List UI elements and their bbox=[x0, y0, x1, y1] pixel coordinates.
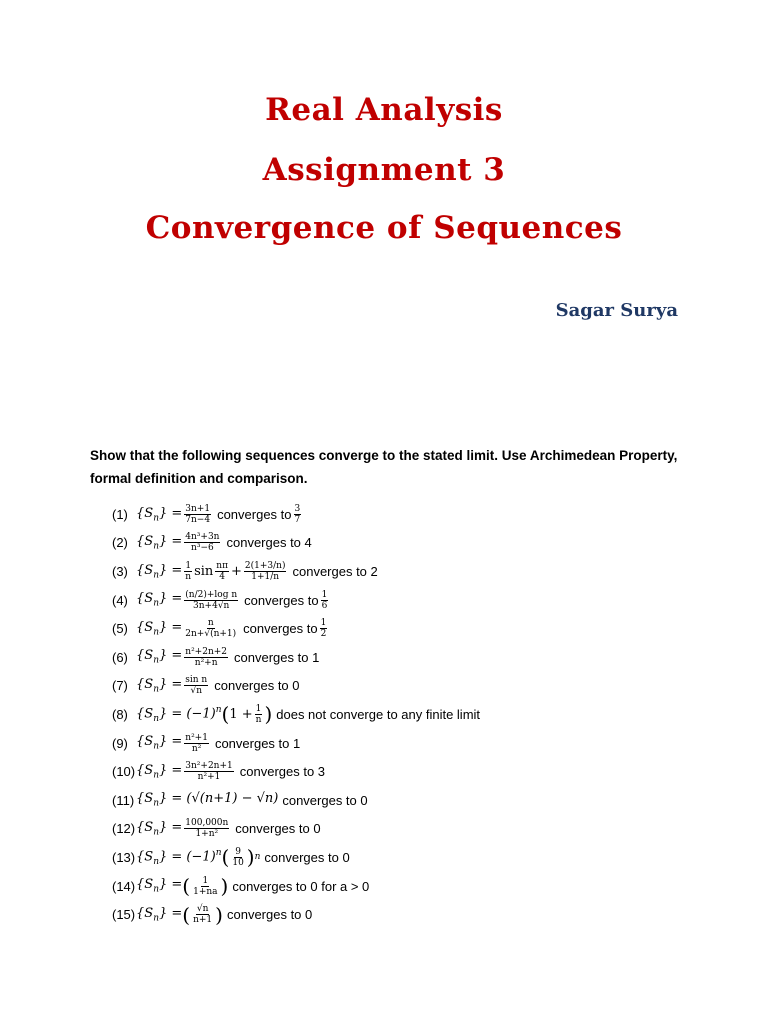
problem-formula: $\{S_n\} = (-1)^n$ bbox=[136, 704, 222, 724]
fraction: $\frac{\text{4n³+3n}}{\text{n³−6}}$ bbox=[185, 532, 220, 554]
problem-formula: $\{S_n\}$ = bbox=[136, 820, 183, 838]
problem-statement: converges to bbox=[217, 506, 292, 522]
problem-number: (9) bbox=[112, 735, 128, 751]
problem-number: (4) bbox=[112, 592, 128, 608]
title-line-1: Real Analysis bbox=[265, 92, 503, 128]
instructions: Show that the following sequences converge to the stated limit. Use Archimedean Property, formal definition and comparison. bbox=[90, 448, 678, 486]
problem-formula: $\{S_n\} = (-1)^n$ bbox=[136, 847, 222, 867]
title-line-2: Assignment 3 bbox=[262, 152, 506, 188]
author-name: Sagar Surya bbox=[555, 300, 678, 321]
problem-number: (8) bbox=[112, 706, 128, 722]
fraction: $\frac{n}{2n+√(n+1)}$ bbox=[185, 618, 237, 640]
problem-number: (3) bbox=[112, 563, 128, 579]
problem-statement: converges to 0 bbox=[235, 821, 321, 837]
fraction: $\frac{1}{n}$ bbox=[185, 560, 192, 582]
fraction: $\frac{n\pi}{4}$ bbox=[216, 560, 228, 582]
problem-item-2 bbox=[112, 529, 732, 558]
problem-number: (6) bbox=[112, 649, 128, 665]
problem-item-12 bbox=[112, 815, 732, 844]
math-text: ) bbox=[246, 845, 255, 870]
problem-statement: does not converge to any finite limit bbox=[276, 706, 481, 722]
problem-formula: $\{S_n\}$ = bbox=[136, 677, 183, 695]
problem-number: (13) bbox=[112, 849, 136, 865]
fraction: $\frac{3n+1}{7n-4}$ bbox=[185, 503, 211, 525]
limit-fraction: $\frac{1}{2}$ bbox=[320, 618, 327, 640]
problem-number: (5) bbox=[112, 621, 128, 637]
problem-item-6 bbox=[112, 643, 732, 672]
problem-formula: $\{S_n\}$ = bbox=[136, 505, 183, 524]
problem-item-10 bbox=[112, 757, 732, 786]
math-text: sin bbox=[194, 563, 214, 579]
problem-statement: converges to 0 bbox=[214, 678, 300, 694]
problem-item-8 bbox=[112, 700, 732, 729]
problem-statement: converges to 1 bbox=[234, 649, 320, 665]
problem-statement: converges to 2 bbox=[292, 563, 378, 579]
fraction: $\frac{\text{n²+1}}{\text{n²}}$ bbox=[185, 732, 208, 754]
problem-item-15 bbox=[112, 900, 732, 929]
fraction: $\frac{\text{sin n}}{√n}$ bbox=[185, 675, 208, 697]
problem-statement: converges to 1 bbox=[214, 735, 301, 751]
fraction: $\frac{1}{1+na}$ bbox=[193, 875, 218, 897]
fraction: $\frac{\text{3n²+2n+1}}{\text{n²+1}}$ bbox=[185, 761, 233, 783]
problem-formula: $\{S_n\}$ = bbox=[136, 877, 183, 895]
problem-item-4 bbox=[112, 586, 732, 615]
problem-formula: $\{S_n\}$ = bbox=[136, 562, 183, 581]
title-line-3: Convergence of Sequences bbox=[145, 210, 623, 246]
math-text: ) bbox=[264, 702, 273, 727]
limit-fraction: $\frac{3}{7}$ bbox=[294, 503, 301, 525]
problem-formula: $\{S_n\}$ = bbox=[136, 619, 183, 638]
problem-item-11 bbox=[112, 786, 732, 815]
problem-statement: converges to bbox=[244, 592, 319, 608]
fraction: $\frac{\text{(n/2)+log n}}{3n+4√n}$ bbox=[185, 589, 238, 611]
problem-list bbox=[112, 500, 732, 929]
problem-number: (14) bbox=[112, 878, 136, 894]
problem-item-1 bbox=[112, 500, 732, 529]
limit-fraction: $\frac{1}{6}$ bbox=[321, 589, 328, 611]
problem-statement: converges to 0 bbox=[264, 849, 350, 865]
problem-formula: $\{S_n\} = (√(n+1) - √n)$ bbox=[136, 791, 279, 810]
problem-statement: converges to 0 bbox=[282, 792, 368, 808]
problem-number: (11) bbox=[112, 792, 135, 808]
problem-statement: converges to bbox=[243, 621, 318, 637]
math-text: ( bbox=[182, 874, 191, 899]
problem-statement: converges to 0 bbox=[226, 907, 313, 923]
math-text: + bbox=[231, 563, 242, 579]
math-text: ) bbox=[220, 874, 229, 899]
problem-item-9 bbox=[112, 729, 732, 758]
problem-formula: $\{S_n\}$ = bbox=[136, 905, 183, 924]
problem-number: (15) bbox=[112, 907, 136, 923]
math-text: ( bbox=[221, 845, 230, 870]
fraction: $\frac{100,000n}{\text{1+n²}}$ bbox=[185, 818, 229, 840]
problem-item-7 bbox=[112, 672, 732, 701]
problem-item-3 bbox=[112, 557, 732, 586]
math-text: 1 + bbox=[229, 706, 253, 722]
problem-number: (2) bbox=[112, 535, 128, 551]
problem-number: (10) bbox=[112, 764, 136, 780]
fraction: $\frac{9}{10}$ bbox=[232, 846, 244, 868]
problem-formula: $\{S_n\}$ = bbox=[136, 648, 183, 667]
problem-item-13: (13) $\{S_n\} = (-1)^n$ ( $\frac{9}{10}$ ) n converges to 0 bbox=[112, 845, 350, 870]
math-text: ( bbox=[182, 902, 191, 927]
problem-formula: $\{S_n\}$ = bbox=[136, 534, 183, 552]
problem-number: (12) bbox=[112, 821, 136, 837]
fraction: $\frac{1}{n}$ bbox=[255, 703, 262, 725]
fraction: $\frac{√n}{n+1}$ bbox=[193, 904, 213, 926]
problem-statement: converges to 0 for a > 0 bbox=[232, 878, 370, 894]
math-text: ) bbox=[215, 902, 223, 927]
problem-statement: converges to 4 bbox=[226, 535, 312, 551]
problem-statement: converges to 3 bbox=[239, 764, 326, 780]
fraction: $\frac{\text{n²+2n+2}}{\text{n²+n}}$ bbox=[185, 646, 228, 668]
fraction: $\frac{2(1+3/n)}{1+1/n}$ bbox=[244, 560, 286, 582]
problem-number: (7) bbox=[112, 678, 128, 694]
problem-formula: $\{S_n\}$ = bbox=[136, 734, 183, 752]
problem-formula: $\{S_n\}$ = bbox=[136, 591, 183, 609]
problem-item-5 bbox=[112, 614, 732, 643]
problem-item-14 bbox=[112, 872, 732, 901]
math-text: ( bbox=[221, 702, 230, 727]
problem-number: (1) bbox=[112, 506, 128, 522]
problem-formula: $\{S_n\}$ = bbox=[136, 762, 183, 781]
